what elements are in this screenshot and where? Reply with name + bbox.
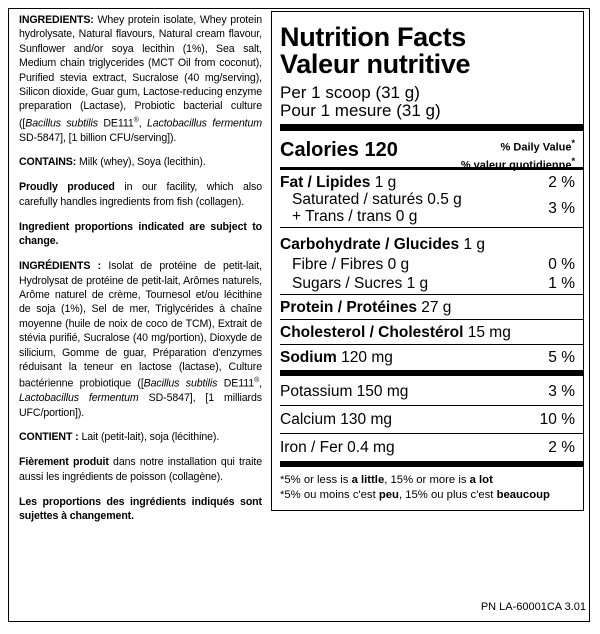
carb-amount: 1 g: [459, 236, 486, 253]
fat-pct: 2 %: [548, 174, 575, 191]
ingredients-fr-text-end: SD-5847], [1 milliards UFC/portion]).: [19, 392, 262, 419]
ingredients-column: [19, 13, 262, 534]
saturated-label: Saturated / saturés 0.5 g: [292, 191, 462, 208]
serving-size-en: Per 1 scoop (31 g): [280, 83, 420, 102]
calcium-label: Calcium 130 mg: [280, 411, 392, 428]
ingredients-fr-heading: INGRÉDIENTS :: [19, 260, 102, 273]
contains-fr-text: Lait (petit-lait), soja (lécithine).: [78, 431, 220, 444]
ingredients-en-heading: INGREDIENTS:: [19, 14, 94, 26]
contains-en: [19, 155, 262, 170]
footnote-en: [280, 473, 575, 488]
footnote-fr-text: *5% ou moins c'est: [280, 489, 379, 501]
calcium-block: [280, 406, 575, 433]
footnote-en-little: a little: [351, 474, 385, 486]
ingredients-fr-text: Isolat de protéine de petit-lait, Hydrolysat de protéine de petit-lait, Arômes naturels, Arôme naturel de crème, Tournesol et/ou lécithine de soja (1%), Sel de mer, Triglycérides à chaîne moyenne (huile de noix de coco de TCM), Extrait de stévia purifié, Sucralose (40 mg/portion), Dioxyde de silicium, Gomme de guar, Préparation d'enzymes réduisant la teneur en lactose (lactase), Culture bactérienne probiotique ([: [19, 260, 262, 390]
serving-size-fr: Pour 1 mesure (31 g): [280, 101, 441, 120]
proportions-fr-text: Les proportions des ingrédients indiqués sont sujettes à changement.: [19, 495, 262, 523]
ingredients-fr-strain: DE111: [217, 377, 255, 390]
sodium-pct: 5 %: [548, 349, 575, 366]
footnote-fr-beaucoup: beaucoup: [496, 489, 550, 501]
daily-value-star: *: [571, 138, 575, 148]
fat-row: [280, 174, 575, 191]
protein-row: [280, 299, 575, 316]
calories-label: Calories 120: [280, 139, 398, 161]
fat-block: [280, 170, 575, 227]
carb-label: Carbohydrate / Glucides: [280, 236, 460, 253]
ingredients-en: [19, 13, 262, 145]
fiere-heading: Fièrement produit: [19, 455, 109, 468]
sodium-amount: 120 mg: [336, 349, 393, 366]
registered-mark: ®: [133, 116, 139, 124]
chol-block: [280, 320, 575, 344]
potassium-block: [280, 376, 575, 405]
iron-pct: 2 %: [548, 439, 575, 456]
sodium-row: [280, 349, 575, 366]
ingredients-fr: [19, 259, 262, 420]
ingredients-en-sep: ,: [138, 117, 147, 130]
part-number: PN LA-60001CA 3.01: [480, 601, 586, 613]
footnote-fr-text-2: , 15% ou plus c'est: [398, 489, 497, 501]
fat-amount: 1 g: [370, 174, 397, 191]
footnote-en-text: *5% or less is: [280, 474, 352, 486]
registered-mark-fr: ®: [254, 377, 260, 385]
daily-value-header: [461, 133, 575, 172]
proudly-produced: [19, 180, 262, 210]
nutrition-title-en: Nutrition Facts: [280, 22, 467, 52]
daily-value-fr: % valeur quotidienne: [460, 159, 572, 172]
protein-amount: 27 g: [416, 299, 452, 316]
sodium-block: [280, 345, 575, 370]
sat-trans-row: [280, 191, 575, 225]
iron-label: Iron / Fer 0.4 mg: [280, 439, 395, 456]
ingredients-fr-lactobacillus: Lactobacillus fermentum: [19, 392, 139, 405]
fierement-produit: [19, 455, 262, 485]
iron-row: [280, 439, 575, 456]
sat-trans-pct: 3 %: [548, 199, 575, 217]
fat-label: Fat / Lipides: [280, 174, 371, 191]
calcium-pct: 10 %: [539, 411, 575, 428]
protein-block: [280, 295, 575, 319]
nutrition-facts-table: [271, 11, 584, 511]
trans-label: + Trans / trans 0 g: [292, 208, 418, 225]
ingredients-en-lactobacillus: Lactobacillus fermentum: [146, 117, 262, 130]
potassium-pct: 3 %: [548, 383, 575, 400]
daily-value-en: % Daily Value: [500, 141, 572, 154]
proudly-heading: Proudly produced: [19, 180, 115, 193]
contains-fr-heading: CONTIENT :: [19, 431, 79, 444]
ingredients-en-bacillus: Bacillus subtilis: [25, 117, 98, 130]
proportions-en: [19, 220, 262, 250]
footnote-fr: [280, 488, 575, 503]
calcium-row: [280, 411, 575, 428]
sodium-label: Sodium: [280, 349, 337, 366]
ingredients-fr-sep: ,: [259, 377, 262, 390]
potassium-row: [280, 383, 575, 400]
sugars-row: [280, 273, 575, 292]
fibre-row: [280, 253, 575, 273]
nutrition-title-fr: Valeur nutritive: [280, 49, 471, 79]
chol-row: [280, 324, 575, 341]
sugars-label: Sugars / Sucres 1 g: [292, 275, 429, 292]
calories-row: [280, 131, 575, 172]
fiere-text: dans notre installation qui traite aussi les ingrédients de poisson (collagène).: [19, 455, 262, 483]
footnote-fr-peu: peu: [378, 489, 399, 501]
proportions-fr: [19, 495, 262, 525]
contains-en-heading: CONTAINS:: [19, 156, 77, 169]
footnote: [280, 467, 575, 503]
contains-fr: [19, 430, 262, 445]
fibre-pct: 0 %: [548, 256, 575, 273]
proportions-en-text: Ingredient proportions indicated are subject to change.: [19, 220, 262, 248]
divider-thick: [280, 124, 583, 131]
potassium-label: Potassium 150 mg: [280, 383, 409, 400]
ingredients-fr-bacillus: Bacillus subtilis: [143, 377, 218, 390]
ingredients-en-text-end: SD-5847], [1 billion CFU/serving]).: [19, 131, 177, 144]
ingredients-en-strain: DE111: [97, 117, 134, 130]
contains-en-text: Milk (whey), Soya (lecithin).: [76, 156, 206, 169]
protein-label: Protein / Protéines: [280, 299, 417, 316]
carb-block: [280, 228, 575, 294]
carb-row: [280, 236, 575, 253]
fibre-label: Fibre / Fibres 0 g: [292, 256, 410, 273]
footnote-en-text-2: , 15% or more is: [384, 474, 470, 486]
chol-amount: 15 mg: [463, 324, 511, 341]
footnote-en-lot: a lot: [469, 474, 493, 486]
proudly-text: in our facility, which also carefully handles ingredients from fish (collagen).: [19, 180, 262, 208]
daily-value-star-fr: *: [571, 155, 575, 166]
chol-label: Cholesterol / Cholestérol: [280, 324, 464, 341]
ingredients-en-text: Whey protein isolate, Whey protein hydrolysate, Natural flavours, Natural cream flavour, Sunflower and/or soya lecithin (1%), Sea salt, Medium chain triglycerides (MCT Oil from coconut), Purified stevia extract, Sucralose (40 mg/serving), Silicon dioxide, Guar gum, Lactose-reducing enzyme preparation (Lactase), Probiotic bacterial culture ([: [19, 14, 262, 130]
sugars-pct: 1 %: [548, 275, 575, 292]
iron-block: [280, 434, 575, 461]
